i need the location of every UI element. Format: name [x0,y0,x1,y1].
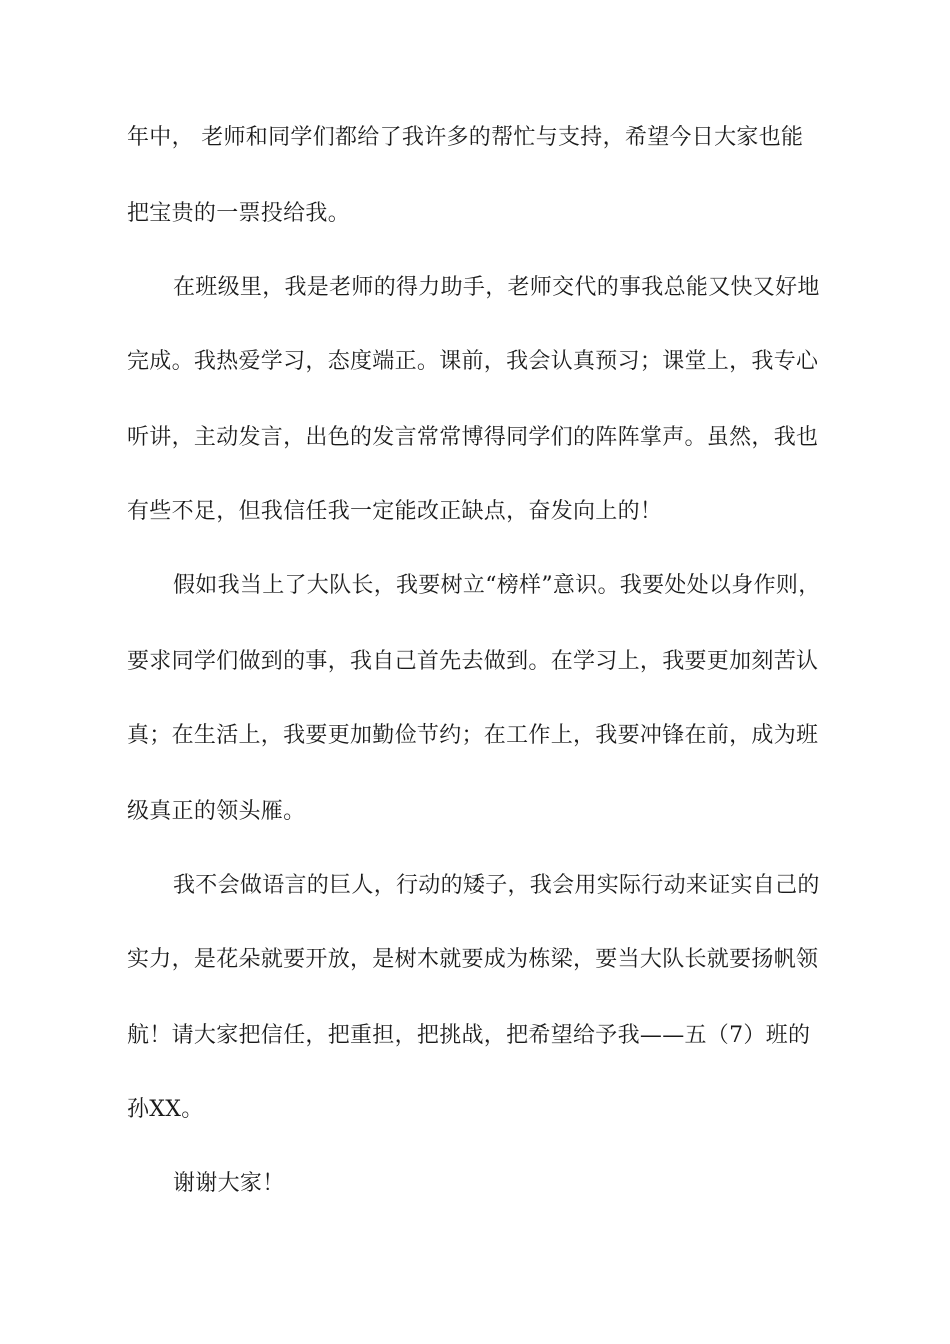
text-line: 完成。我热爱学习，态度端正。课前，我会认真预习；课堂上，我专心 [127,349,819,374]
paragraph-start-line: 假如我当上了大队长，我要树立“榜样”意识。我要处处以身作则， [173,573,821,598]
paragraph-start-line: 我不会做语言的巨人，行动的矮子，我会用实际行动来证实自己的 [173,873,820,898]
text-line: 实力，是花朵就要开放，是树木就要成为栋梁，要当大队长就要扬帆领 [127,947,819,972]
text-line: 有些不足，但我信任我一定能改正缺点，奋发向上的！ [127,499,663,524]
text-line: 孙XX。 [127,1097,204,1122]
text-line: 听讲，主动发言，出色的发言常常博得同学们的阵阵掌声。虽然，我也 [127,425,819,450]
paragraph-start-line: 在班级里，我是老师的得力助手，老师交代的事我总能又快又好地 [173,275,820,300]
text-line: 把宝贵的一票投给我。 [127,201,351,226]
text-line: 年中， 老师和同学们都给了我许多的帮忙与支持，希望今日大家也能 [127,125,804,150]
text-line: 航！请大家把信任，把重担，把挑战，把希望给予我——五（7）班的 [127,1023,811,1048]
text-line: 级真正的领头雁。 [127,799,306,824]
text-line: 真；在生活上，我要更加勤俭节约；在工作上，我要冲锋在前，成为班 [127,723,819,748]
text-line: 要求同学们做到的事，我自己首先去做到。在学习上，我要更加刻苦认 [127,649,819,674]
closing-line: 谢谢大家！ [173,1171,285,1196]
